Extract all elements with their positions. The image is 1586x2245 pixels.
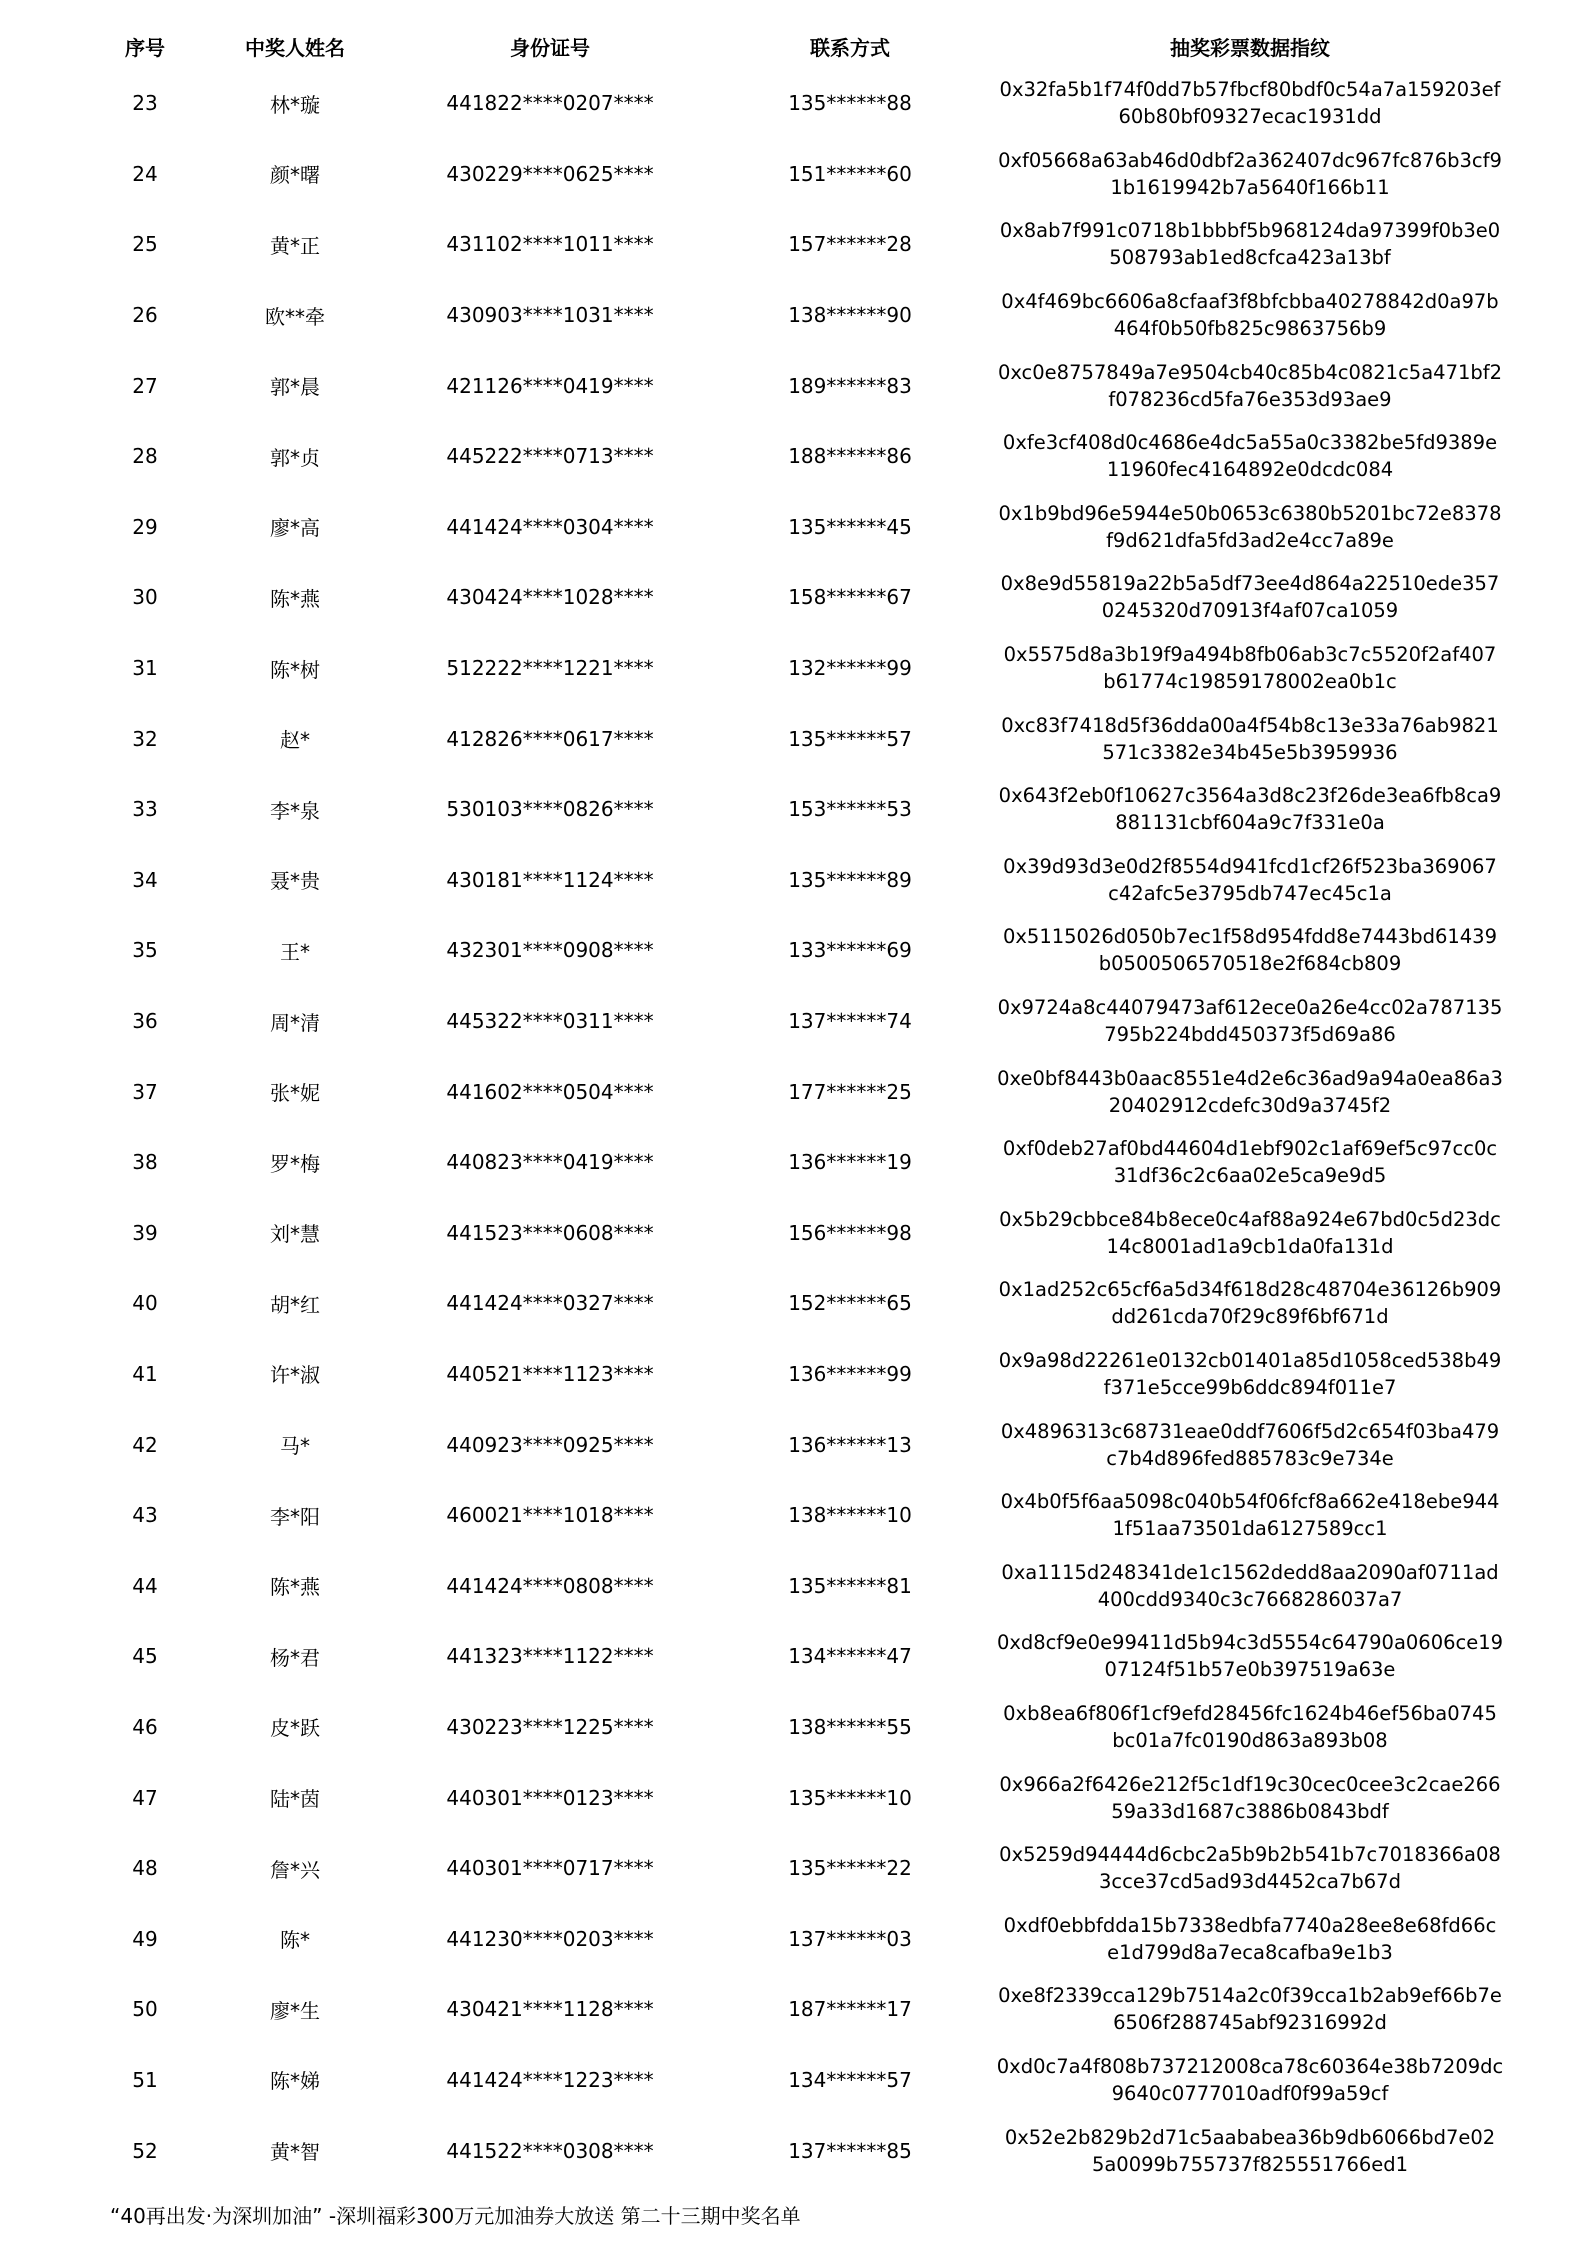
fingerprint-line: c7b4d896fed885783c9e734e — [1106, 1446, 1394, 1470]
table-row — [80, 421, 1520, 492]
cell-contact: 157******28 — [788, 232, 912, 257]
fingerprint-line: 0x9a98d22261e0132cb01401a85d1058ced538b49 — [998, 1348, 1502, 1372]
cell-serial-number: 25 — [132, 232, 158, 257]
table-row — [80, 986, 1520, 1057]
fingerprint-line: 881131cbf604a9c7f331e0a — [1115, 811, 1385, 835]
cell-serial-number: 48 — [132, 1856, 158, 1881]
cell-ticket-fingerprint — [980, 139, 1520, 210]
cell-id-number: 440923****0925**** — [446, 1432, 654, 1457]
cell-id-number: 432301****0908**** — [446, 938, 654, 963]
fingerprint-line: 508793ab1ed8cfca423a13bf — [1109, 246, 1391, 270]
fingerprint-line: f078236cd5fa76e353d93ae9 — [1108, 387, 1392, 411]
cell-winner-name: 廖*生 — [270, 1998, 320, 2023]
table-row — [80, 774, 1520, 845]
cell-contact: 187******17 — [788, 1997, 912, 2022]
cell-serial-number: 46 — [132, 1714, 158, 1739]
cell-ticket-fingerprint — [980, 421, 1520, 492]
cell-winner-name: 胡*红 — [270, 1292, 320, 1317]
table-row — [80, 350, 1520, 421]
table-row — [80, 1127, 1520, 1198]
cell-winner-name: 林*璇 — [270, 92, 320, 117]
table-row — [80, 633, 1520, 704]
cell-id-number: 440301****0717**** — [446, 1856, 654, 1881]
cell-winner-name: 张*妮 — [270, 1081, 320, 1106]
cell-serial-number: 50 — [132, 1997, 158, 2022]
cell-id-number: 441424****0327**** — [446, 1291, 654, 1316]
cell-contact: 189******83 — [788, 373, 912, 398]
header-id-number: 身份证号 — [510, 35, 590, 60]
fingerprint-line: 0x1ad252c65cf6a5d34f618d28c48704e36126b909 — [998, 1278, 1502, 1302]
fingerprint-line: 0x52e2b829b2d71c5aababea36b9db6066bd7e02 — [1004, 2125, 1496, 2149]
cell-contact: 137******74 — [788, 1009, 912, 1034]
cell-serial-number: 24 — [132, 161, 158, 186]
fingerprint-line: f9d621dfa5fd3ad2e4cc7a89e — [1106, 528, 1394, 552]
cell-ticket-fingerprint — [980, 280, 1520, 351]
header-ticket-fingerprint: 抽奖彩票数据指纹 — [1170, 35, 1330, 60]
cell-winner-name: 郭*贞 — [270, 445, 320, 470]
table-row — [80, 492, 1520, 563]
table-row — [80, 1480, 1520, 1551]
cell-ticket-fingerprint — [980, 1974, 1520, 2045]
fingerprint-line: 59a33d1687c3886b0843bdf — [1111, 1799, 1389, 1823]
cell-ticket-fingerprint — [980, 2115, 1520, 2186]
cell-id-number: 430421****1128**** — [446, 1997, 654, 2022]
cell-ticket-fingerprint — [980, 68, 1520, 139]
cell-ticket-fingerprint — [980, 1056, 1520, 1127]
table-row — [80, 68, 1520, 139]
cell-winner-name: 郭*晨 — [270, 375, 320, 400]
cell-contact: 136******19 — [788, 1150, 912, 1175]
cell-ticket-fingerprint — [980, 774, 1520, 845]
fingerprint-line: 0xf0deb27af0bd44604d1ebf902c1af69ef5c97cc0c — [1002, 1137, 1498, 1161]
table-header-row — [80, 24, 1520, 68]
fingerprint-line: e1d799d8a7eca8cafba9e1b3 — [1107, 1940, 1393, 1964]
cell-contact: 135******10 — [788, 1785, 912, 1810]
fingerprint-line: 0x5b29cbbce84b8ece0c4af88a924e67bd0c5d23dc — [999, 1207, 1501, 1231]
cell-ticket-fingerprint — [980, 1692, 1520, 1763]
fingerprint-line: 0x5575d8a3b19f9a494b8fb06ab3c7c5520f2af407 — [1003, 643, 1497, 667]
cell-contact: 158******67 — [788, 585, 912, 610]
fingerprint-line: 14c8001ad1a9cb1da0fa131d — [1106, 1234, 1394, 1258]
cell-serial-number: 45 — [132, 1644, 158, 1669]
cell-ticket-fingerprint — [980, 1621, 1520, 1692]
cell-winner-name: 皮*跃 — [270, 1716, 320, 1741]
cell-serial-number: 36 — [132, 1009, 158, 1034]
cell-ticket-fingerprint — [980, 1762, 1520, 1833]
cell-winner-name: 聂*贵 — [270, 869, 320, 894]
cell-contact: 135******81 — [788, 1573, 912, 1598]
fingerprint-line: 0x966a2f6426e212f5c1df19c30cec0cee3c2cae266 — [999, 1772, 1501, 1796]
cell-contact: 137******03 — [788, 1926, 912, 1951]
cell-serial-number: 38 — [132, 1150, 158, 1175]
fingerprint-line: 9640c0777010adf0f99a59cf — [1111, 2081, 1389, 2105]
cell-contact: 156******98 — [788, 1220, 912, 1245]
fingerprint-line: c42afc5e3795db747ec45c1a — [1108, 881, 1392, 905]
cell-serial-number: 32 — [132, 726, 158, 751]
cell-ticket-fingerprint — [980, 350, 1520, 421]
cell-winner-name: 颜*曙 — [270, 163, 320, 188]
cell-serial-number: 41 — [132, 1361, 158, 1386]
fingerprint-line: 20402912cdefc30d9a3745f2 — [1108, 1093, 1392, 1117]
fingerprint-line: 0xb8ea6f806f1cf9efd28456fc1624b46ef56ba0745 — [1003, 1701, 1497, 1725]
fingerprint-line: 464f0b50fb825c9863756b9 — [1113, 317, 1387, 341]
cell-ticket-fingerprint — [980, 986, 1520, 1057]
cell-serial-number: 42 — [132, 1432, 158, 1457]
cell-winner-name: 陆*茵 — [270, 1787, 320, 1812]
cell-winner-name: 陈* — [280, 1928, 310, 1953]
cell-winner-name: 周*清 — [270, 1010, 320, 1035]
cell-winner-name: 詹*兴 — [270, 1857, 320, 1882]
cell-id-number: 430903****1031**** — [446, 303, 654, 328]
cell-ticket-fingerprint — [980, 1480, 1520, 1551]
cell-ticket-fingerprint — [980, 1550, 1520, 1621]
fingerprint-line: 1b1619942b7a5640f166b11 — [1110, 175, 1390, 199]
cell-ticket-fingerprint — [980, 915, 1520, 986]
cell-ticket-fingerprint — [980, 703, 1520, 774]
cell-serial-number: 33 — [132, 797, 158, 822]
cell-winner-name: 黄*智 — [270, 2140, 320, 2165]
cell-serial-number: 23 — [132, 91, 158, 116]
table-row — [80, 1903, 1520, 1974]
cell-contact: 188******86 — [788, 444, 912, 469]
cell-contact: 135******88 — [788, 91, 912, 116]
fingerprint-line: 0x39d93d3e0d2f8554d941fcd1cf26f523ba369067 — [1003, 854, 1497, 878]
cell-id-number: 430424****1028**** — [446, 585, 654, 610]
cell-serial-number: 29 — [132, 514, 158, 539]
fingerprint-line: 0xa1115d248341de1c1562dedd8aa2090af0711ad — [1001, 1560, 1499, 1584]
table-row — [80, 1621, 1520, 1692]
cell-winner-name: 陈*娣 — [270, 2069, 320, 2094]
cell-id-number: 445222****0713**** — [446, 444, 654, 469]
fingerprint-line: 0x4b0f5f6aa5098c040b54f06fcf8a662e418ebe944 — [1000, 1490, 1500, 1514]
cell-contact: 137******85 — [788, 2138, 912, 2163]
cell-ticket-fingerprint — [980, 1127, 1520, 1198]
cell-serial-number: 30 — [132, 585, 158, 610]
fingerprint-line: b0500506570518e2f684cb809 — [1098, 952, 1402, 976]
cell-winner-name: 陈*燕 — [270, 1575, 320, 1600]
cell-contact: 152******65 — [788, 1291, 912, 1316]
cell-winner-name: 许*淑 — [270, 1363, 320, 1388]
fingerprint-line: 0xd0c7a4f808b737212008ca78c60364e38b7209dc — [996, 2054, 1504, 2078]
cell-ticket-fingerprint — [980, 1339, 1520, 1410]
table-row — [80, 1339, 1520, 1410]
fingerprint-line: 0x4f469bc6606a8cfaaf3f8bfcbba40278842d0a97b — [1001, 290, 1499, 314]
fingerprint-line: 31df36c2c6aa02e5ca9e9d5 — [1113, 1164, 1387, 1188]
cell-contact: 138******10 — [788, 1503, 912, 1528]
fingerprint-line: 1f51aa73501da6127589cc1 — [1112, 1517, 1388, 1541]
header-contact: 联系方式 — [810, 35, 890, 60]
cell-winner-name: 刘*慧 — [270, 1222, 320, 1247]
cell-serial-number: 52 — [132, 2138, 158, 2163]
header-winner-name: 中奖人姓名 — [245, 35, 345, 60]
cell-winner-name: 陈*燕 — [270, 586, 320, 611]
table-row — [80, 1692, 1520, 1763]
cell-id-number: 440301****0123**** — [446, 1785, 654, 1810]
fingerprint-line: 0x32fa5b1f74f0dd7b57fbcf80bdf0c54a7a159203ef — [999, 78, 1501, 102]
cell-serial-number: 35 — [132, 938, 158, 963]
cell-contact: 134******57 — [788, 2067, 912, 2092]
cell-serial-number: 26 — [132, 303, 158, 328]
cell-winner-name: 赵* — [280, 728, 310, 753]
fingerprint-line: 0x1b9bd96e5944e50b0653c6380b5201bc72e8378 — [998, 501, 1502, 525]
cell-id-number: 430223****1225**** — [446, 1714, 654, 1739]
table-row — [80, 1833, 1520, 1904]
cell-serial-number: 27 — [132, 373, 158, 398]
cell-contact: 135******22 — [788, 1856, 912, 1881]
cell-serial-number: 39 — [132, 1220, 158, 1245]
fingerprint-line: 400cdd9340c3c7668286037a7 — [1097, 1587, 1403, 1611]
cell-id-number: 440823****0419**** — [446, 1150, 654, 1175]
fingerprint-line: 0x643f2eb0f10627c3564a3d8c23f26de3ea6fb8ca9 — [998, 784, 1502, 808]
fingerprint-line: 11960fec4164892e0dcdc084 — [1106, 458, 1394, 482]
cell-id-number: 440521****1123**** — [446, 1361, 654, 1386]
cell-ticket-fingerprint — [980, 1409, 1520, 1480]
cell-contact: 138******55 — [788, 1714, 912, 1739]
cell-id-number: 421126****0419**** — [446, 373, 654, 398]
fingerprint-line: 0x5115026d050b7ec1f58d954fdd8e7443bd61439 — [1002, 925, 1497, 949]
footer-caption: “40再出发·为深圳加油” -深圳福彩300万元加油券大放送 第二十三期中奖名单 — [110, 2204, 801, 2228]
cell-winner-name: 罗*梅 — [270, 1151, 320, 1176]
cell-contact: 136******99 — [788, 1361, 912, 1386]
cell-winner-name: 王* — [280, 939, 310, 964]
fingerprint-line: 795b224bdd450373f5d69a86 — [1104, 1023, 1396, 1047]
fingerprint-line: 0245320d70913f4af07ca1059 — [1101, 599, 1399, 623]
cell-ticket-fingerprint — [980, 633, 1520, 704]
cell-ticket-fingerprint — [980, 1268, 1520, 1339]
cell-id-number: 441424****0304**** — [446, 514, 654, 539]
cell-ticket-fingerprint — [980, 1198, 1520, 1269]
cell-id-number: 441822****0207**** — [446, 91, 654, 116]
cell-contact: 153******53 — [788, 797, 912, 822]
cell-id-number: 430229****0625**** — [446, 161, 654, 186]
cell-id-number: 441323****1122**** — [446, 1644, 654, 1669]
cell-winner-name: 李*泉 — [270, 798, 320, 823]
table-row — [80, 1550, 1520, 1621]
table-row — [80, 2045, 1520, 2116]
fingerprint-line: 0x8ab7f991c0718b1bbbf5b968124da97399f0b3e0 — [999, 219, 1501, 243]
cell-id-number: 441522****0308**** — [446, 2138, 654, 2163]
cell-contact: 135******45 — [788, 514, 912, 539]
cell-serial-number: 40 — [132, 1291, 158, 1316]
table-row — [80, 1409, 1520, 1480]
fingerprint-line: 0xd8cf9e0e99411d5b94c3d5554c64790a0606ce19 — [996, 1631, 1504, 1655]
cell-contact: 177******25 — [788, 1079, 912, 1104]
cell-winner-name: 廖*高 — [270, 516, 320, 541]
winners-table — [80, 24, 1520, 2186]
cell-contact: 134******47 — [788, 1644, 912, 1669]
cell-winner-name: 李*阳 — [270, 1504, 320, 1529]
cell-id-number: 441424****0808**** — [446, 1573, 654, 1598]
fingerprint-line: 0xfe3cf408d0c4686e4dc5a55a0c3382be5fd9389e — [1002, 431, 1498, 455]
table-row — [80, 1762, 1520, 1833]
cell-serial-number: 49 — [132, 1926, 158, 1951]
cell-winner-name: 欧**牵 — [265, 304, 325, 329]
fingerprint-line: 0x8e9d55819a22b5a5df73ee4d864a22510ede357 — [1000, 572, 1500, 596]
cell-id-number: 441602****0504**** — [446, 1079, 654, 1104]
cell-serial-number: 43 — [132, 1503, 158, 1528]
cell-winner-name: 马* — [280, 1434, 310, 1459]
cell-ticket-fingerprint — [980, 209, 1520, 280]
fingerprint-line: 0xc0e8757849a7e9504cb40c85b4c0821c5a471bf2 — [997, 360, 1503, 384]
cell-contact: 138******90 — [788, 303, 912, 328]
cell-id-number: 512222****1221**** — [446, 656, 654, 681]
fingerprint-line: b61774c19859178002ea0b1c — [1103, 670, 1397, 694]
cell-id-number: 460021****1018**** — [446, 1503, 654, 1528]
fingerprint-line: 6506f288745abf92316992d — [1113, 2011, 1387, 2035]
cell-ticket-fingerprint — [980, 492, 1520, 563]
fingerprint-line: 0xe8f2339cca129b7514a2c0f39cca1b2ab9ef66b7e — [998, 1984, 1502, 2008]
fingerprint-line: 3cce37cd5ad93d4452ca7b67d — [1099, 1870, 1401, 1894]
cell-id-number: 441230****0203**** — [446, 1926, 654, 1951]
fingerprint-line: 0x5259d94444d6cbc2a5b9b2b541b7c7018366a08 — [999, 1843, 1501, 1867]
cell-winner-name: 黄*正 — [270, 233, 320, 258]
table-row — [80, 1056, 1520, 1127]
cell-id-number: 430181****1124**** — [446, 867, 654, 892]
table-row — [80, 209, 1520, 280]
table-row — [80, 1198, 1520, 1269]
cell-id-number: 441523****0608**** — [446, 1220, 654, 1245]
fingerprint-line: 0xdf0ebbfdda15b7338edbfa7740a28ee8e68fd66c — [1003, 1913, 1497, 1937]
fingerprint-line: 60b80bf09327ecac1931dd — [1118, 105, 1382, 129]
cell-ticket-fingerprint — [980, 1903, 1520, 1974]
cell-contact: 151******60 — [788, 161, 912, 186]
cell-serial-number: 28 — [132, 444, 158, 469]
cell-serial-number: 31 — [132, 656, 158, 681]
table-row — [80, 915, 1520, 986]
cell-ticket-fingerprint — [980, 562, 1520, 633]
fingerprint-line: 0xe0bf8443b0aac8551e4d2e6c36ad9a94a0ea86a3 — [997, 1066, 1503, 1090]
fingerprint-line: f371e5cce99b6ddc894f011e7 — [1103, 1375, 1397, 1399]
cell-id-number: 445322****0311**** — [446, 1009, 654, 1034]
table-row — [80, 280, 1520, 351]
fingerprint-line: 07124f51b57e0b397519a63e — [1104, 1658, 1396, 1682]
fingerprint-line: 571c3382e34b45e5b3959936 — [1102, 740, 1398, 764]
header-serial-number: 序号 — [125, 35, 165, 60]
fingerprint-line: dd261cda70f29c89f6bf671d — [1111, 1305, 1389, 1329]
cell-winner-name: 杨*君 — [270, 1645, 320, 1670]
cell-ticket-fingerprint — [980, 2045, 1520, 2116]
cell-serial-number: 44 — [132, 1573, 158, 1598]
fingerprint-line: 5a0099b755737f825551766ed1 — [1091, 2152, 1409, 2176]
table-row — [80, 139, 1520, 210]
table-row — [80, 703, 1520, 774]
cell-serial-number: 37 — [132, 1079, 158, 1104]
cell-contact: 135******89 — [788, 867, 912, 892]
cell-id-number: 441424****1223**** — [446, 2067, 654, 2092]
fingerprint-line: bc01a7fc0190d863a893b08 — [1112, 1728, 1388, 1752]
fingerprint-line: 0xf05668a63ab46d0dbf2a362407dc967fc876b3cf9 — [998, 148, 1502, 172]
cell-serial-number: 34 — [132, 867, 158, 892]
fingerprint-line: 0x9724a8c44079473af612ece0a26e4cc02a787135 — [997, 996, 1503, 1020]
cell-serial-number: 51 — [132, 2067, 158, 2092]
cell-contact: 136******13 — [788, 1432, 912, 1457]
cell-contact: 132******99 — [788, 656, 912, 681]
fingerprint-line: 0xc83f7418d5f36dda00a4f54b8c13e33a76ab9821 — [1001, 713, 1499, 737]
table-row — [80, 1268, 1520, 1339]
cell-id-number: 412826****0617**** — [446, 726, 654, 751]
cell-id-number: 530103****0826**** — [446, 797, 654, 822]
cell-id-number: 431102****1011**** — [446, 232, 654, 257]
cell-ticket-fingerprint — [980, 1833, 1520, 1904]
table-row — [80, 845, 1520, 916]
cell-serial-number: 47 — [132, 1785, 158, 1810]
fingerprint-line: 0x4896313c68731eae0ddf7606f5d2c654f03ba479 — [1000, 1419, 1500, 1443]
table-row — [80, 1974, 1520, 2045]
cell-winner-name: 陈*树 — [270, 657, 320, 682]
cell-contact: 135******57 — [788, 726, 912, 751]
table-row — [80, 2115, 1520, 2186]
cell-ticket-fingerprint — [980, 845, 1520, 916]
table-row — [80, 562, 1520, 633]
cell-contact: 133******69 — [788, 938, 912, 963]
